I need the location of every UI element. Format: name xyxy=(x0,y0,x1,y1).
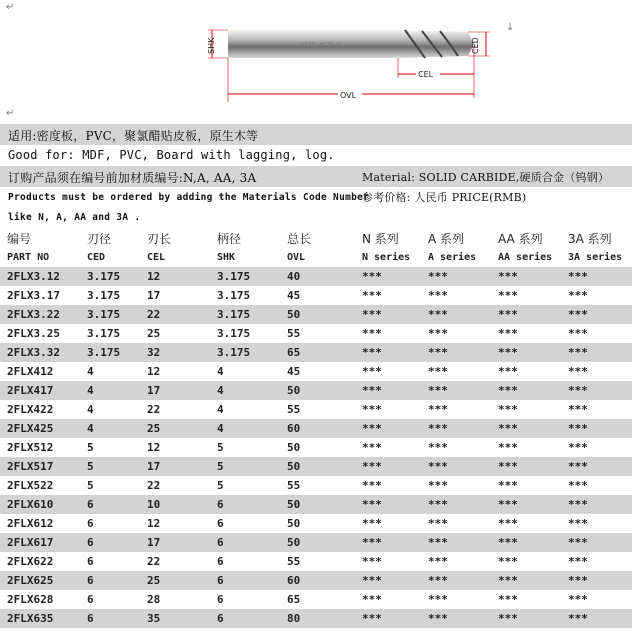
header-ced: CED xyxy=(87,252,106,263)
cell-ovl: 50 xyxy=(287,517,301,530)
cell-cel: 12 xyxy=(147,365,161,378)
header-shk: 柄径 xyxy=(217,232,242,246)
cell-aa-series: *** xyxy=(498,593,518,606)
table-row xyxy=(0,381,632,400)
cell-cel: 12 xyxy=(140,267,210,286)
cell-a-series: *** xyxy=(428,365,448,378)
cell-aa-series: *** xyxy=(498,365,518,378)
cell-ovl: 45 xyxy=(287,365,301,378)
cell-part-no: 2FLX3.22 xyxy=(0,305,80,324)
cell-cel: 32 xyxy=(140,343,210,362)
header-part-no: PART NO xyxy=(7,252,50,263)
header-aa-series: AA 系列 xyxy=(498,232,543,246)
header-cel: CEL xyxy=(147,252,166,263)
cell-ovl: 60 xyxy=(280,419,355,438)
cell-shk: 3.175 xyxy=(217,327,251,340)
cell-shk: 3.175 xyxy=(210,305,280,324)
cell-shk: 6 xyxy=(210,533,280,552)
cell-3a-series: *** xyxy=(568,517,588,530)
table-row xyxy=(0,362,632,381)
table-row xyxy=(0,571,632,590)
table-row xyxy=(0,286,632,305)
cell-ovl: 60 xyxy=(280,571,355,590)
cell-cel: 12 xyxy=(147,441,161,454)
cell-cel: 22 xyxy=(147,403,161,416)
cell-ced: 3.175 xyxy=(87,289,121,302)
cell-cel: 12 xyxy=(147,517,161,530)
application-text: 适用:密度板，PVC，聚氯醋贴皮板，原生木等 xyxy=(8,129,259,143)
table-row xyxy=(0,552,632,571)
cell-3a-series: *** xyxy=(561,495,632,514)
cell-3a-series: *** xyxy=(561,419,632,438)
cell-n-series: *** xyxy=(362,289,382,302)
cell-aa-series: *** xyxy=(498,479,518,492)
cell-aa-series: *** xyxy=(498,327,518,340)
cell-shk: 4 xyxy=(217,365,224,378)
cell-aa-series: *** xyxy=(491,381,561,400)
cell-ced: 6 xyxy=(80,571,140,590)
cell-a-series: *** xyxy=(428,555,448,568)
cell-cel: 17 xyxy=(140,457,210,476)
cell-a-series: *** xyxy=(428,517,448,530)
cell-n-series: *** xyxy=(362,593,382,606)
order-note-cn: 订购产品须在编号前加材质编号:N,A, AA, 3A xyxy=(8,171,257,185)
cell-ced: 6 xyxy=(80,609,140,628)
cell-cel: 17 xyxy=(140,533,210,552)
cell-n-series: *** xyxy=(355,457,421,476)
cell-shk: 3.175 xyxy=(210,267,280,286)
header-ovl: 总长 xyxy=(287,232,312,246)
cell-cel: 28 xyxy=(147,593,161,606)
cell-aa-series: *** xyxy=(491,495,561,514)
cell-part-no: 2FLX3.32 xyxy=(0,343,80,362)
material-text: Material: SOLID CARBIDE,硬质合金（钨钢） xyxy=(362,171,610,184)
table-row xyxy=(0,590,632,609)
tool-marking: XUS-ICTUS xyxy=(300,41,344,50)
cell-part-no: 2FLX617 xyxy=(0,533,80,552)
cell-cel: 22 xyxy=(140,305,210,324)
cell-ced: 4 xyxy=(80,381,140,400)
cell-3a-series: *** xyxy=(561,609,632,628)
cell-ced: 6 xyxy=(87,517,94,530)
cell-part-no: 2FLX635 xyxy=(0,609,80,628)
header-aa-series: AA series xyxy=(498,252,553,263)
cell-a-series: *** xyxy=(421,571,491,590)
table-row xyxy=(0,514,632,533)
cell-aa-series: *** xyxy=(491,305,561,324)
cell-a-series: *** xyxy=(428,593,448,606)
table-row xyxy=(0,343,632,362)
cell-3a-series: *** xyxy=(568,441,588,454)
cell-ovl: 55 xyxy=(287,479,301,492)
order-note-en-2: like N, A, AA and 3A . xyxy=(8,212,141,223)
ced-label: CED xyxy=(471,37,480,54)
cell-shk: 6 xyxy=(210,571,280,590)
cell-a-series: *** xyxy=(421,495,491,514)
cell-n-series: *** xyxy=(362,403,382,416)
cell-cel: 17 xyxy=(147,289,161,302)
cell-a-series: *** xyxy=(421,533,491,552)
cell-aa-series: *** xyxy=(491,533,561,552)
cell-part-no: 2FLX3.25 xyxy=(7,327,60,340)
cell-aa-series: *** xyxy=(491,571,561,590)
cell-a-series: *** xyxy=(421,305,491,324)
header-a-series: A series xyxy=(428,252,477,263)
cell-cel: 10 xyxy=(140,495,210,514)
cell-shk: 5 xyxy=(210,457,280,476)
cell-part-no: 2FLX3.17 xyxy=(7,289,60,302)
cell-aa-series: *** xyxy=(498,441,518,454)
cell-cel: 25 xyxy=(140,419,210,438)
cell-n-series: *** xyxy=(355,381,421,400)
cell-ovl: 40 xyxy=(280,267,355,286)
cell-ced: 3.175 xyxy=(80,343,140,362)
cell-a-series: *** xyxy=(428,327,448,340)
header-3a-series: 3A series xyxy=(568,252,623,263)
cell-shk: 6 xyxy=(217,593,224,606)
table-row xyxy=(0,457,632,476)
header-ovl: OVL xyxy=(287,252,306,263)
cell-n-series: *** xyxy=(355,609,421,628)
cell-ovl: 55 xyxy=(287,555,301,568)
cell-shk: 5 xyxy=(217,479,224,492)
cell-n-series: *** xyxy=(355,533,421,552)
cell-aa-series: *** xyxy=(491,267,561,286)
cell-cel: 22 xyxy=(147,479,161,492)
cell-ovl: 50 xyxy=(280,305,355,324)
cell-3a-series: *** xyxy=(561,571,632,590)
cell-3a-series: *** xyxy=(568,593,588,606)
cell-shk: 4 xyxy=(210,381,280,400)
cell-aa-series: *** xyxy=(498,517,518,530)
cell-ced: 4 xyxy=(87,403,94,416)
cell-part-no: 2FLX522 xyxy=(7,479,54,492)
cell-n-series: *** xyxy=(362,555,382,568)
cell-ced: 5 xyxy=(87,479,94,492)
ovl-label: OVL xyxy=(340,91,357,100)
cell-n-series: *** xyxy=(362,441,382,454)
paragraph-mark: ↓ xyxy=(506,22,515,33)
cell-shk: 6 xyxy=(217,517,224,530)
cell-ced: 6 xyxy=(80,533,140,552)
cell-n-series: *** xyxy=(362,479,382,492)
cell-ced: 4 xyxy=(80,419,140,438)
price-text: 参考价格: 人民币 PRICE(RMB) xyxy=(362,191,527,204)
cell-n-series: *** xyxy=(355,571,421,590)
cell-ovl: 65 xyxy=(287,593,301,606)
table-row xyxy=(0,267,632,286)
header-n-series: N series xyxy=(362,252,411,263)
table-header-row xyxy=(0,229,632,248)
cell-part-no: 2FLX628 xyxy=(7,593,54,606)
cell-ovl: 55 xyxy=(287,327,301,340)
cell-3a-series: *** xyxy=(568,365,588,378)
cell-part-no: 2FLX425 xyxy=(0,419,80,438)
cell-aa-series: *** xyxy=(491,343,561,362)
cell-3a-series: *** xyxy=(561,343,632,362)
cell-ovl: 50 xyxy=(280,457,355,476)
cell-n-series: *** xyxy=(355,495,421,514)
cell-ced: 5 xyxy=(80,457,140,476)
cell-aa-series: *** xyxy=(491,457,561,476)
cell-ovl: 50 xyxy=(287,441,301,454)
cell-shk: 6 xyxy=(210,495,280,514)
cell-n-series: *** xyxy=(362,365,382,378)
cell-a-series: *** xyxy=(428,441,448,454)
header-shk: SHK xyxy=(217,252,236,263)
cell-3a-series: *** xyxy=(561,267,632,286)
header-ced: 刃径 xyxy=(87,232,112,246)
table-row xyxy=(0,305,632,324)
cell-ovl: 45 xyxy=(287,289,301,302)
cell-shk: 6 xyxy=(217,555,224,568)
paragraph-mark: ↵ xyxy=(6,2,15,13)
cell-ced: 6 xyxy=(87,555,94,568)
table-row xyxy=(0,533,632,552)
cell-ovl: 55 xyxy=(287,403,301,416)
cell-ced: 3.175 xyxy=(80,267,140,286)
cell-a-series: *** xyxy=(421,419,491,438)
cell-aa-series: *** xyxy=(498,289,518,302)
cell-3a-series: *** xyxy=(568,479,588,492)
cell-shk: 5 xyxy=(217,441,224,454)
cell-shk: 6 xyxy=(210,609,280,628)
cell-cel: 25 xyxy=(147,327,161,340)
header-n-series: N 系列 xyxy=(362,232,399,246)
header-cel: 刃长 xyxy=(147,232,172,246)
table-row xyxy=(0,400,632,419)
cell-3a-series: *** xyxy=(561,533,632,552)
cell-ovl: 50 xyxy=(280,381,355,400)
cell-n-series: *** xyxy=(362,517,382,530)
cell-a-series: *** xyxy=(421,267,491,286)
paragraph-mark: ↵ xyxy=(6,108,15,119)
cell-part-no: 2FLX422 xyxy=(7,403,54,416)
tool-flutes xyxy=(398,30,474,58)
cell-ced: 4 xyxy=(87,365,94,378)
cell-3a-series: *** xyxy=(568,289,588,302)
cell-a-series: *** xyxy=(421,609,491,628)
cell-ced: 3.175 xyxy=(87,327,121,340)
cell-ced: 3.175 xyxy=(80,305,140,324)
cell-shk: 3.175 xyxy=(217,289,251,302)
cell-3a-series: *** xyxy=(568,403,588,416)
cell-ovl: 50 xyxy=(280,495,355,514)
cell-3a-series: *** xyxy=(568,327,588,340)
cell-part-no: 2FLX622 xyxy=(7,555,54,568)
table-row xyxy=(0,476,632,495)
table-row xyxy=(0,419,632,438)
cell-part-no: 2FLX3.12 xyxy=(0,267,80,286)
cell-part-no: 2FLX612 xyxy=(7,517,54,530)
cell-a-series: *** xyxy=(421,343,491,362)
cell-part-no: 2FLX610 xyxy=(0,495,80,514)
cell-shk: 4 xyxy=(210,419,280,438)
cell-aa-series: *** xyxy=(498,555,518,568)
cell-shk: 3.175 xyxy=(210,343,280,362)
cell-ced: 6 xyxy=(87,593,94,606)
cell-cel: 22 xyxy=(147,555,161,568)
table-row xyxy=(0,609,632,628)
header-3a-series: 3A 系列 xyxy=(568,232,612,246)
header-a-series: A 系列 xyxy=(428,232,465,246)
cell-shk: 4 xyxy=(217,403,224,416)
cell-part-no: 2FLX625 xyxy=(0,571,80,590)
cell-n-series: *** xyxy=(355,305,421,324)
cell-ovl: 65 xyxy=(280,343,355,362)
cell-cel: 17 xyxy=(140,381,210,400)
cell-3a-series: *** xyxy=(561,381,632,400)
cell-a-series: *** xyxy=(421,381,491,400)
cell-aa-series: *** xyxy=(491,419,561,438)
cell-a-series: *** xyxy=(428,403,448,416)
cel-label: CEL xyxy=(418,70,434,79)
order-note-en: Products must be ordered by adding the Materials Code Number xyxy=(8,192,370,203)
cell-part-no: 2FLX412 xyxy=(7,365,54,378)
table-row xyxy=(0,324,632,343)
cell-part-no: 2FLX512 xyxy=(7,441,54,454)
cell-part-no: 2FLX417 xyxy=(0,381,80,400)
shk-label: SHK xyxy=(207,37,216,54)
table-header-row xyxy=(0,248,632,267)
tool-diagram xyxy=(200,10,500,110)
cell-part-no: 2FLX517 xyxy=(0,457,80,476)
cell-3a-series: *** xyxy=(561,457,632,476)
cell-ced: 5 xyxy=(87,441,94,454)
cell-ovl: 50 xyxy=(280,533,355,552)
cell-n-series: *** xyxy=(355,419,421,438)
good-for-text: Good for: MDF, PVC, Board with lagging, log. xyxy=(8,148,335,162)
cell-n-series: *** xyxy=(355,343,421,362)
cell-n-series: *** xyxy=(362,327,382,340)
cell-ovl: 80 xyxy=(280,609,355,628)
table-row xyxy=(0,495,632,514)
cell-cel: 35 xyxy=(140,609,210,628)
cell-aa-series: *** xyxy=(498,403,518,416)
cell-a-series: *** xyxy=(428,479,448,492)
cell-a-series: *** xyxy=(421,457,491,476)
cell-a-series: *** xyxy=(428,289,448,302)
table-row xyxy=(0,438,632,457)
spec-table xyxy=(0,229,632,628)
cell-aa-series: *** xyxy=(491,609,561,628)
cell-cel: 25 xyxy=(140,571,210,590)
header-part-no: 编号 xyxy=(7,232,32,246)
cell-3a-series: *** xyxy=(568,555,588,568)
cell-3a-series: *** xyxy=(561,305,632,324)
cell-ced: 6 xyxy=(80,495,140,514)
cell-n-series: *** xyxy=(355,267,421,286)
